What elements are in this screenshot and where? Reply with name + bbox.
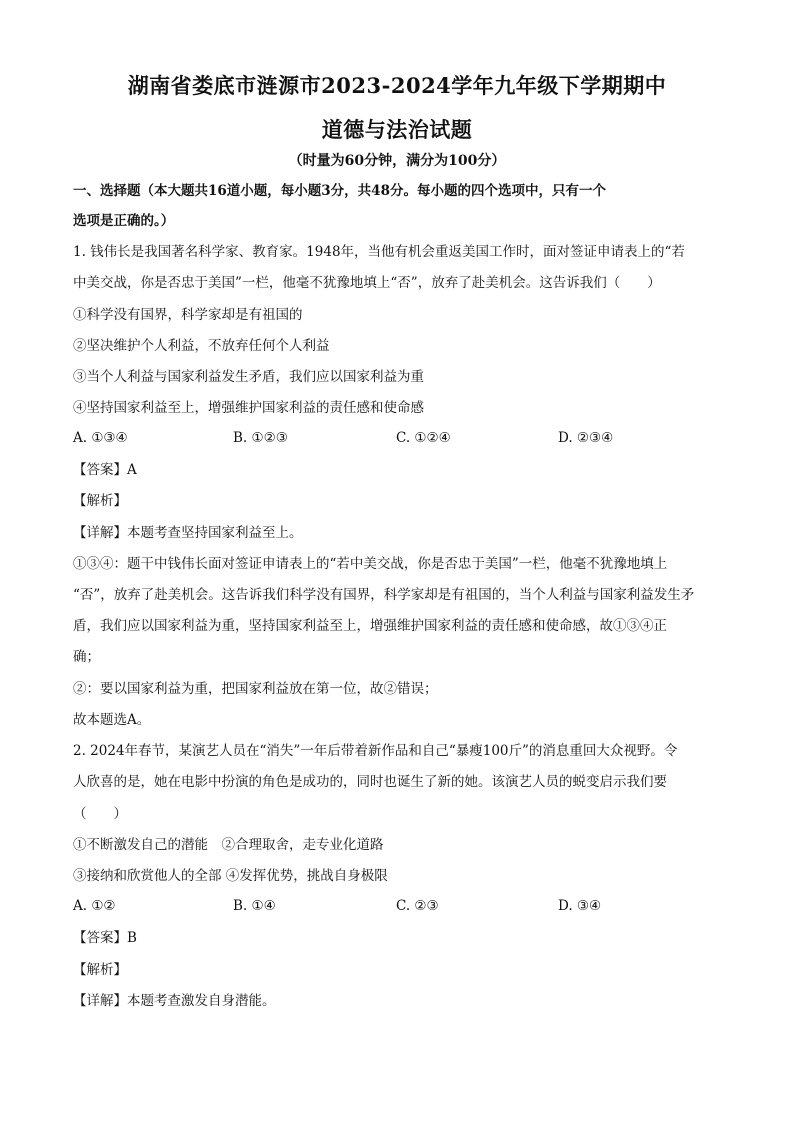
q1-option-c: C. ①②④ <box>396 430 451 446</box>
q1-item: ①科学没有国界，科学家却是有祖国的 <box>73 307 303 323</box>
section-heading: 一、选择题（本大题共16道小题，每小题3分，共48分。每小题的四个选项中，只有一个 <box>73 183 606 199</box>
q1-item: ②坚决维护个人利益，不放弃任何个人利益 <box>73 338 330 354</box>
q2-analysis-label: 【解析】 <box>73 962 127 978</box>
q2-option-d: D. ③④ <box>558 898 602 914</box>
q2-option-b: B. ①④ <box>233 898 276 914</box>
exam-title: 湖南省娄底市涟源市2023-2024学年九年级下学期期中 <box>127 73 667 98</box>
q1-answer: 【答案】A <box>73 462 137 478</box>
q1-explanation: “否”，放弃了赴美机会。这告诉我们科学没有国界，科学家却是有祖国的，当个人利益与国家利益发生矛 <box>73 587 695 603</box>
q1-options <box>73 430 723 448</box>
q2-option-c: C. ②③ <box>396 898 439 914</box>
q2-answer: 【答案】B <box>73 930 137 946</box>
q1-option-a: A. ①③④ <box>73 430 128 446</box>
q1-explanation: 盾，我们应以国家利益为重，坚持国家利益至上，增强维护国家利益的责任感和使命感，故①③④正 <box>73 618 667 634</box>
q1-explanation: 确； <box>73 649 100 665</box>
time-and-score-info: （时量为60分钟，满分为100分） <box>288 153 506 169</box>
q2-detail: 【详解】本题考查激发自身潜能。 <box>73 993 276 1009</box>
q1-option-b: B. ①②③ <box>233 430 288 446</box>
q1-option-d: D. ②③④ <box>558 430 614 446</box>
q2-stem: 2. 2024年春节，某演艺人员在“消失”一年后带着新作品和自己“暴瘦100斤”的消息重回大众视野。令 <box>73 743 678 759</box>
q2-item: ①不断激发自己的潜能 ②合理取舍，走专业化道路 <box>73 837 384 853</box>
q1-conclusion: 故本题选A。 <box>73 712 151 728</box>
section-heading-continued: 选项是正确的。） <box>73 213 175 229</box>
exam-subject-title: 道德与法治试题 <box>321 117 473 142</box>
q2-stem-blank: （ ） <box>73 806 127 822</box>
q2-item: ③接纳和欣赏他人的全部 ④发挥优势，挑战自身极限 <box>73 868 388 884</box>
q1-analysis-label: 【解析】 <box>73 493 127 509</box>
q2-stem-continued: 人欣喜的是，她在电影中扮演的角色是成功的，同时也诞生了新的她。该演艺人员的蜕变启示我们要 <box>73 774 667 790</box>
q2-options <box>73 898 723 916</box>
q1-explanation: ①③④：题干中钱伟长面对签证申请表上的“若中美交战，你是否忠于美国”一栏，他毫不犹豫地填上 <box>73 556 668 572</box>
q1-detail: 【详解】本题考查坚持国家利益至上。 <box>73 525 303 541</box>
q1-item: ④坚持国家利益至上，增强维护国家利益的责任感和使命感 <box>73 400 424 416</box>
q1-stem-continued: 中美交战，你是否忠于美国”一栏，他毫不犹豫地填上“否”，放弃了赴美机会。这告诉我们（ ） <box>73 275 661 291</box>
q1-stem: 1. 钱伟长是我国著名科学家、教育家。1948年，当他有机会重返美国工作时，面对签证申请表上的“若 <box>73 244 685 260</box>
q1-item: ③当个人利益与国家利益发生矛盾，我们应以国家利益为重 <box>73 369 424 385</box>
q2-option-a: A. ①② <box>73 898 116 914</box>
q1-explanation: ②：要以国家利益为重，把国家利益放在第一位，故②错误； <box>73 681 438 697</box>
